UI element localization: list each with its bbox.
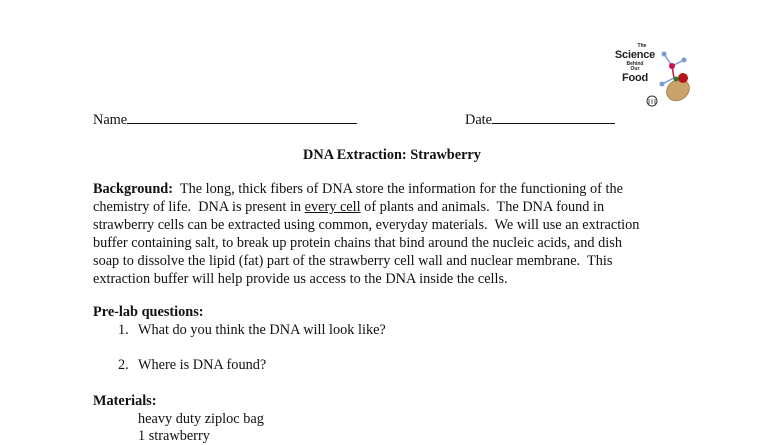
every-cell-emphasis: every cell <box>304 198 361 215</box>
name-field[interactable] <box>93 110 357 129</box>
logo-word-behind: Behind <box>626 61 644 67</box>
logo-word-the: The <box>637 43 647 49</box>
science-behind-our-food-logo <box>604 44 696 110</box>
logo-word-our: Our <box>630 66 640 72</box>
question-text: What do you think the DNA will look like? <box>138 322 386 338</box>
background-line-2b: of plants and animals. The DNA found in <box>360 198 605 215</box>
background-line-3: strawberry cells can be extracted using common, everyday materials. We will use an extraction <box>93 216 640 233</box>
background-line-2a: chemistry of life. DNA is present in <box>93 198 305 215</box>
materials-heading: Materials: <box>93 393 157 409</box>
background-line-6: extraction buffer will help provide us access to the DNA inside the cells. <box>93 270 508 287</box>
prelab-question <box>118 357 266 374</box>
logo-word-food: Food <box>621 72 649 84</box>
background-label: Background: <box>93 181 173 197</box>
logo-word-science: Science <box>614 49 656 61</box>
date-label: Date <box>465 112 492 128</box>
materials-item: heavy duty ziploc bag <box>138 411 264 427</box>
name-blank[interactable] <box>127 110 357 124</box>
background-line-4: buffer containing salt, to break up protein chains that bind around the nucleic acids, and dish <box>93 234 622 251</box>
question-number: 2. <box>118 357 129 373</box>
background-paragraph <box>93 181 693 288</box>
question-text: Where is DNA found? <box>138 357 267 373</box>
name-label: Name <box>93 112 128 128</box>
date-blank[interactable] <box>492 110 615 124</box>
materials-item: 1 strawberry <box>138 428 210 444</box>
question-number: 1. <box>118 322 129 338</box>
background-line-1: The long, thick fibers of DNA store the information for the functioning of the <box>172 181 623 197</box>
prelab-heading: Pre-lab questions: <box>93 304 204 320</box>
date-field[interactable] <box>465 110 615 129</box>
prelab-question <box>118 322 386 339</box>
logo-text <box>604 44 666 84</box>
background-line-5: soap to dissolve the lipid (fat) part of the strawberry cell wall and nuclear membrane. This <box>93 252 613 269</box>
page-title: DNA Extraction: Strawberry <box>303 147 481 163</box>
